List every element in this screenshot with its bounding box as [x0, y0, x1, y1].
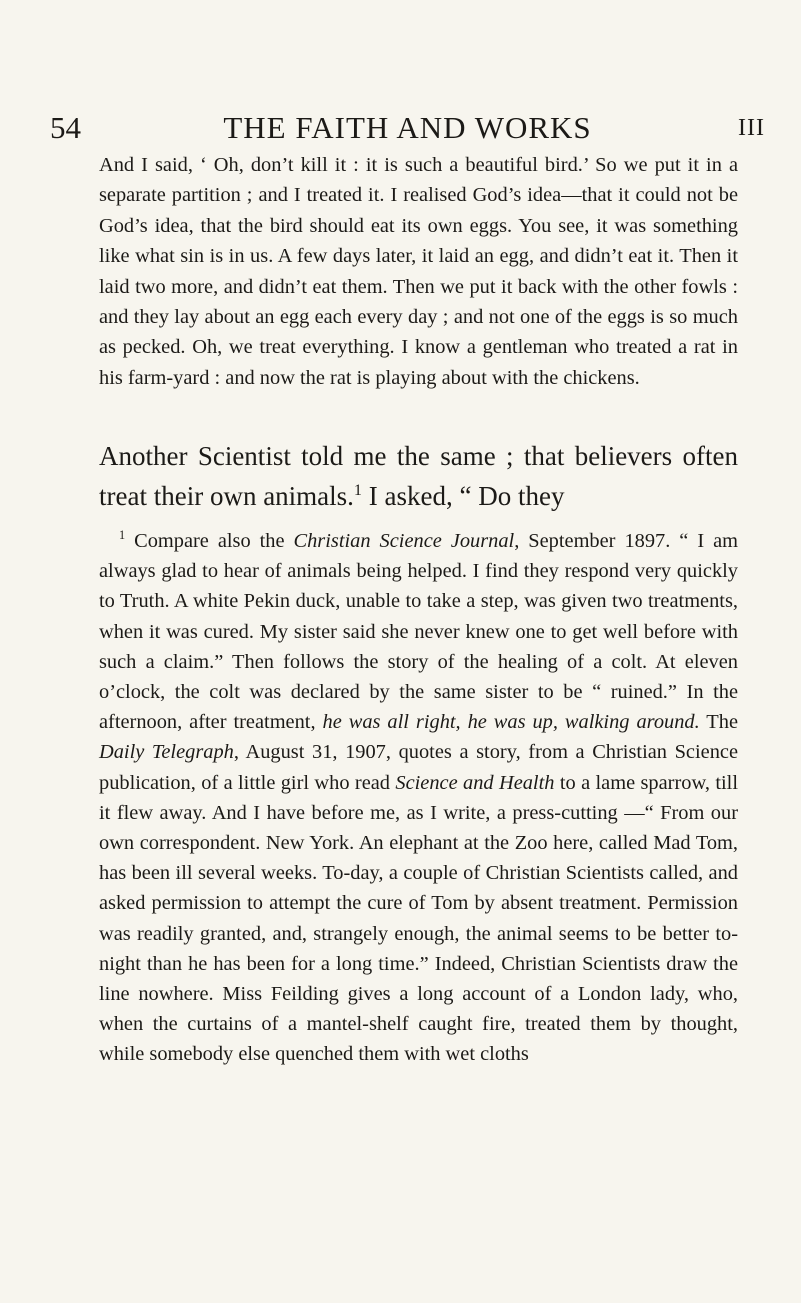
running-header — [50, 108, 765, 148]
footnote-italic-book: Science and Health — [395, 771, 555, 794]
footnote-italic-journal: Christian Science Journal — [293, 530, 515, 552]
footnote-italic-quote: he was all right, he was up, walking around. — [322, 711, 700, 734]
footnote — [99, 526, 738, 1070]
large-paragraph-continuation: I asked, “ Do they — [362, 481, 565, 511]
footnote-text-5: to a lame sparrow, till it flew away. And I have before me, as I write, a press-cutting —“ From our own correspondent. New York. An elephant at the Zoo here, called Mad Tom, has been ill several weeks. To-day, a couple of Christian Scientists called, and asked permission to attempt the cure of Tom by absent treatment. Permission was readily granted, and, strangely enough, the animal seems to be better to-night than he has been for a long time.” Indeed, Christian Scientists draw the line nowhere. Miss Feilding gives a long account of a London lady, who, when the curtains of a mantel-shelf caught fire, treated them by thought, while somebody else quenched them with wet cloths — [99, 771, 738, 1066]
page-number: 54 — [50, 110, 81, 145]
running-title: THE FAITH AND WORKS — [223, 110, 592, 145]
footnote-reference: 1 — [353, 481, 363, 499]
footnote-text-4: , August 31, 1907, quotes a story, from a Christian Science publication, of a little girl who read — [99, 741, 738, 794]
chapter-numeral: III — [738, 115, 765, 141]
large-paragraph — [99, 436, 738, 516]
main-paragraph: And I said, ‘ Oh, don’t kill it : it is such a beautiful bird.’ So we put it in a separate partition ; and I treated it. I realised God’s idea—that it could not be God’s idea, that the bird should eat its own eggs. You see, it was something like what sin is in us. A few days later, it laid an egg, and didn’t eat it. Then it laid two more, and didn’t eat them. Then we put it back with the other fowls : and they lay about an egg each every day ; and not one of the eggs is so much as pecked. Oh, we treat everything. I know a gentleman who treated a rat in his farm-yard : and now the rat is playing about with the chickens. — [99, 154, 738, 389]
footnote-italic-telegraph: Daily Telegraph — [99, 741, 234, 764]
footnote-text-3: The — [699, 711, 738, 734]
footnote-marker: 1 — [119, 528, 126, 543]
footnote-text-2: , September 1897. “ I am always glad to hear of animals being helped. I find they respond very quickly to Truth. A white Pekin duck, unable to take a step, was given two treatments, when it was cured. My sister said she never knew one to get well before with such a claim.” Then follows the story of the healing of a colt. At eleven o’clock, the colt was declared by the same sister to be “ ruined.” In the afternoon, after treatment, — [99, 530, 738, 734]
large-paragraph-text: Another Scientist told me the same ; that believers often treat their own animals. — [99, 441, 738, 511]
footnote-text-1: Compare also the — [125, 530, 294, 552]
